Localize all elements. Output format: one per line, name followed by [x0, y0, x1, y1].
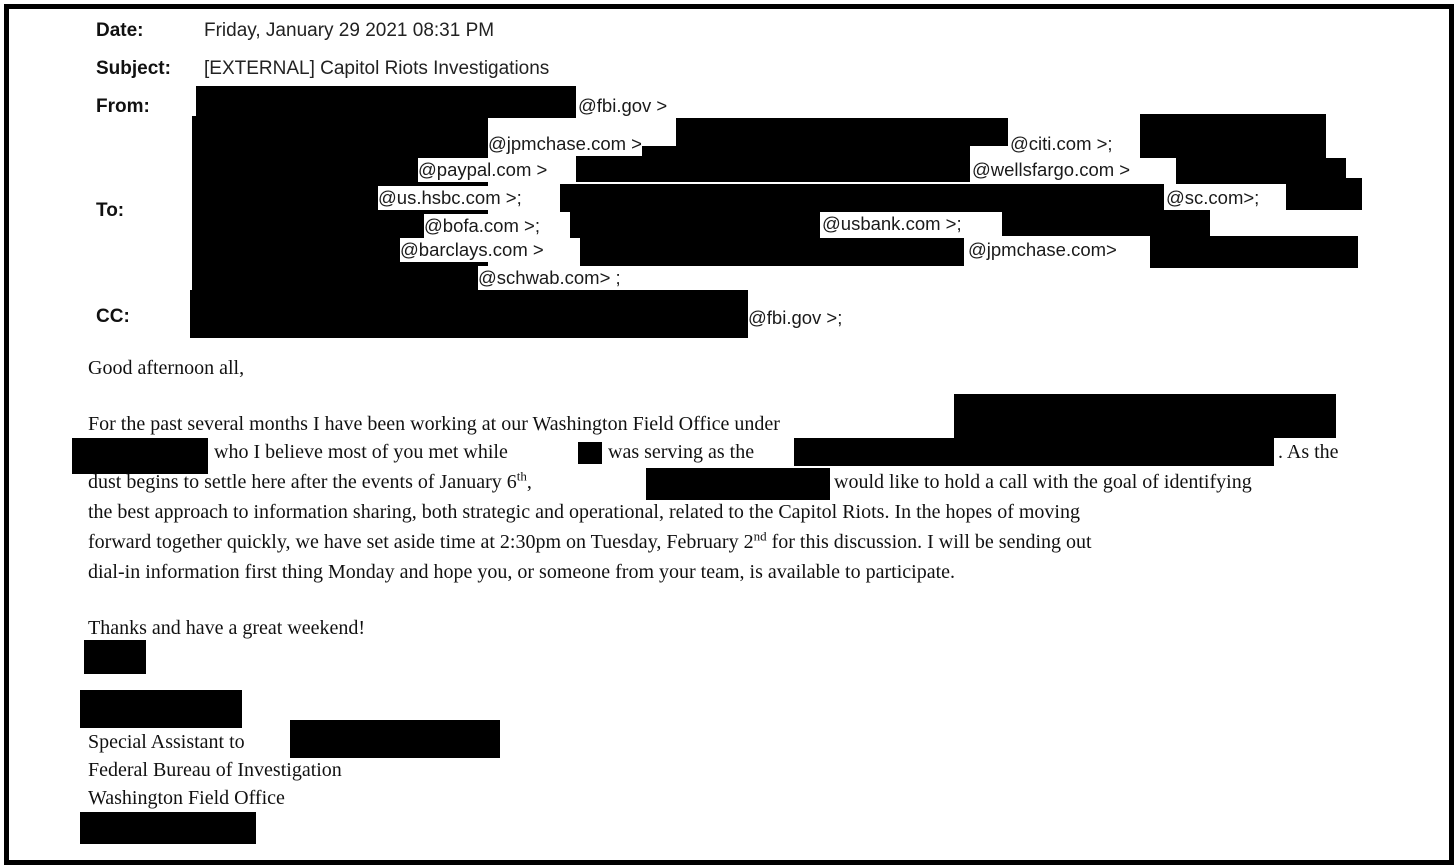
to-email: @citi.com >; [1010, 133, 1113, 154]
body-line: who I believe most of you met while [214, 441, 508, 463]
redaction-block [578, 442, 602, 464]
redaction-block [580, 238, 964, 266]
body-line: . As the [1278, 441, 1339, 463]
body-text-segment: , [526, 471, 532, 493]
body-text-segment: for this discussion. I will be sending out [766, 531, 1092, 553]
redaction-block [1150, 236, 1358, 268]
to-email: @sc.com>; [1166, 187, 1260, 208]
redaction-block [196, 86, 576, 118]
signature-title: Special Assistant to [88, 731, 245, 753]
to-email: @wellsfargo.com > [972, 159, 1131, 180]
redaction-block [676, 118, 1008, 146]
to-label: To: [96, 200, 125, 221]
signature-office: Washington Field Office [88, 787, 285, 809]
body-line: dial-in information first thing Monday and hope you, or someone from your team, is available to participate. [88, 561, 956, 583]
closing: Thanks and have a great weekend! [88, 617, 366, 639]
to-email: @us.hsbc.com >; [378, 187, 522, 208]
to-email: @bofa.com >; [424, 215, 540, 236]
superscript: nd [753, 528, 767, 544]
to-email: @jpmchase.com> [968, 239, 1117, 260]
subject-value: [EXTERNAL] Capitol Riots Investigations [204, 58, 550, 79]
redaction-block [570, 212, 820, 238]
to-email: @jpmchase.com > [488, 133, 642, 154]
greeting: Good afternoon all, [88, 357, 245, 379]
to-email: @schwab.com> ; [478, 267, 621, 288]
redaction-block [954, 394, 1336, 438]
to-email: @barclays.com > [400, 239, 544, 260]
body-line: For the past several months I have been working at our Washington Field Office under [88, 413, 780, 435]
redaction-block [80, 690, 242, 728]
redaction-block [190, 290, 748, 338]
body-line: was serving as the [608, 441, 755, 463]
redaction-block [794, 438, 1274, 466]
body-line: would like to hold a call with the goal of identifying [834, 471, 1252, 493]
date-value: Friday, January 29 2021 08:31 PM [204, 20, 495, 41]
body-line [88, 468, 532, 496]
superscript: th [516, 468, 527, 484]
body-line: the best approach to information sharing, both strategic and operational, related to the Capitol Riots. In the hopes of moving [88, 501, 1080, 523]
from-email: @fbi.gov > [578, 95, 668, 116]
body-text-segment: dust begins to settle here after the events of January 6 [88, 471, 517, 493]
redaction-block [560, 184, 1164, 212]
subject-label: Subject: [96, 58, 171, 79]
cc-email: @fbi.gov >; [748, 307, 843, 328]
redaction-block [1286, 178, 1362, 210]
redaction-block [1002, 210, 1210, 236]
redaction-block [290, 720, 500, 758]
redaction-block [80, 812, 256, 844]
body-line [88, 528, 1092, 556]
redaction-block [1140, 114, 1326, 158]
redaction-block [84, 640, 146, 674]
redaction-block [646, 468, 830, 500]
from-label: From: [96, 96, 150, 117]
cc-label: CC: [96, 306, 130, 327]
date-label: Date: [96, 20, 144, 41]
to-email: @paypal.com > [418, 159, 548, 180]
signature-org: Federal Bureau of Investigation [88, 759, 342, 781]
body-text-segment: forward together quickly, we have set aside time at 2:30pm on Tuesday, February 2 [88, 531, 754, 553]
to-email: @usbank.com >; [822, 213, 962, 234]
